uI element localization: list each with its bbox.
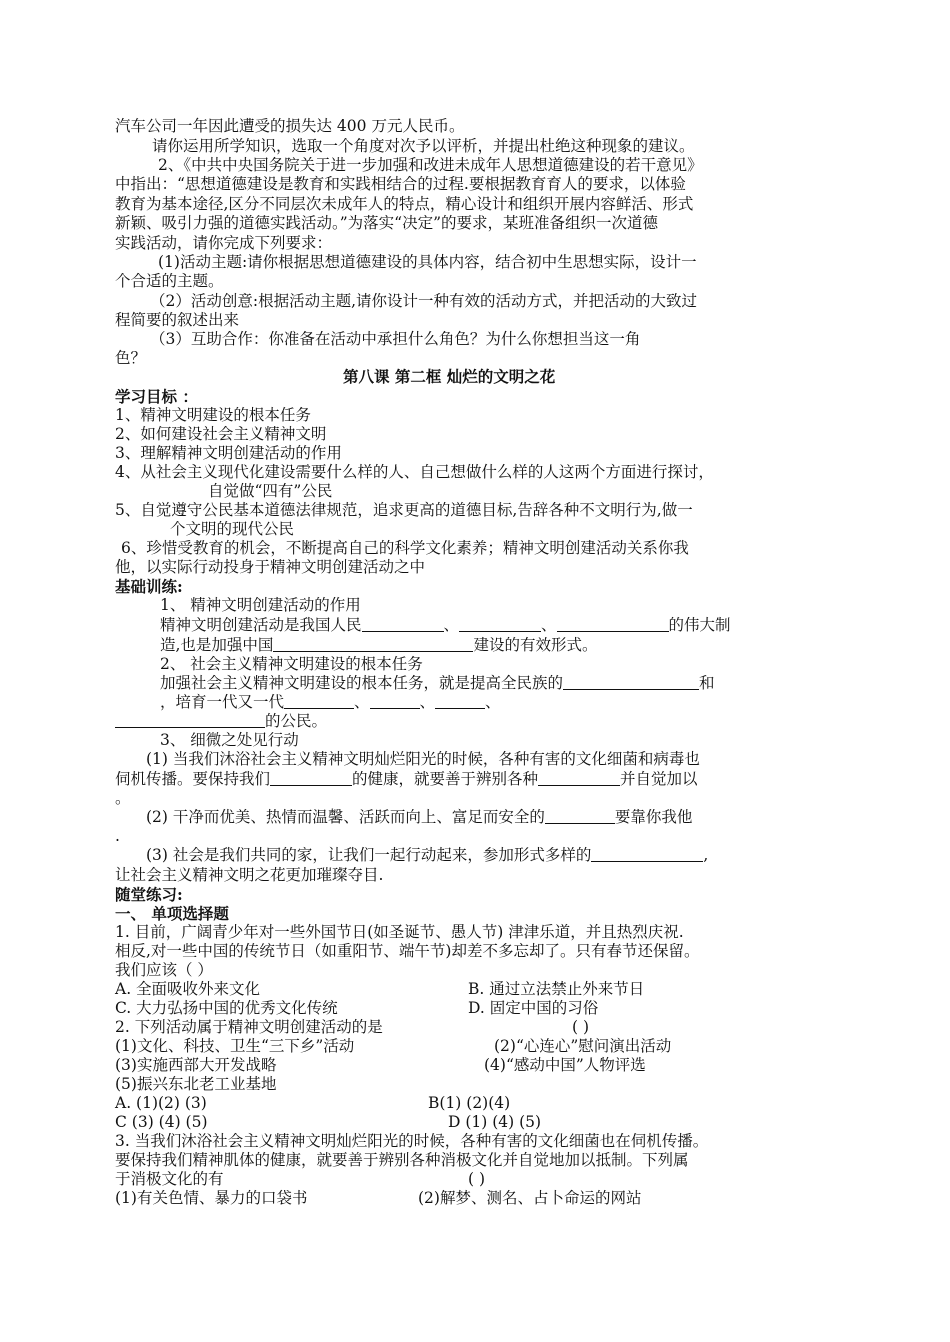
fill-blank[interactable] — [545, 808, 615, 824]
question-2: 2. 下列活动属于精神文明创建活动的是 — [115, 1018, 383, 1036]
item-3-1: (1)有关色情、暴力的口袋书 — [115, 1189, 308, 1207]
fill-blank[interactable] — [270, 770, 352, 786]
goal-4: 4、从社会主义现代化建设需要什么样的人、自己想做什么样的人这两个方面进行探讨， — [115, 463, 714, 481]
text-fragment: ，培育一代又一代 — [160, 693, 285, 711]
option-2c[interactable]: C (3) (4) (5) — [115, 1113, 208, 1131]
goal-5-cont: 个文明的现代公民 — [170, 520, 295, 538]
option-1b[interactable]: B. 通过立法禁止外来节日 — [468, 980, 645, 998]
intro-line-3: 2、《中共中央国务院关于进一步加强和改进未成年人思想道德建设的若干意见》 — [158, 156, 703, 174]
goal-4-cont: 自觉做“四有”公民 — [208, 482, 333, 500]
intro-line-7: 实践活动，请你完成下列要求： — [115, 234, 333, 252]
fill-blank[interactable] — [557, 616, 669, 632]
basic-1-line-1 — [160, 616, 731, 635]
basic-sub-3: 3、 细微之处见行动 — [160, 731, 299, 749]
intro-line-4: 中指出：“思想道德建设是教育和实践相结合的过程.要根据教育育人的要求，以体验 — [115, 175, 686, 193]
fill-blank[interactable] — [563, 674, 699, 690]
question-3-line-2: 要保持我们精神肌体的健康，就要善于辨别各种消极文化并自觉地加以抵制。下列属 — [115, 1151, 689, 1169]
basic-3-3-line-1 — [146, 846, 708, 865]
text-fragment: 、 — [419, 693, 436, 711]
basic-3-1-line-1: (1) 当我们沐浴社会主义精神文明灿烂阳光的时候，各种有害的文化细菌和病毒也 — [146, 750, 700, 768]
question-1-line-1: 1. 目前，广阔青少年对一些外国节日(如圣诞节、愚人节) 津津乐道，并且热烈庆祝. — [115, 923, 684, 941]
text-fragment: 、 — [485, 693, 501, 711]
item-2-2: (2)“心连心”慰问演出活动 — [494, 1037, 672, 1055]
basic-3-3-line-2: 让社会主义精神文明之花更加璀璨夺目. — [115, 866, 384, 884]
intro-line-6: 新颖、吸引力强的道德实践活动。”为落实“决定”的要求，某班准备组织一次道德 — [115, 214, 659, 232]
intro-line-13: 色？ — [115, 349, 147, 367]
answer-paren-3[interactable]: ( ) — [468, 1170, 486, 1188]
option-2d[interactable]: D (1) (4) (5) — [448, 1113, 542, 1131]
item-2-4: (4)“感动中国”人物评选 — [484, 1056, 646, 1074]
fill-blank[interactable] — [115, 712, 265, 728]
intro-line-8: (1)活动主题:请你根据思想道德建设的具体内容，结合初中生思想实际，设计一 — [158, 253, 697, 271]
text-fragment: 的健康，就要善于辨别各种 — [352, 770, 539, 788]
goal-5: 5、自觉遵守公民基本道德法律规范，追求更高的道德目标,告辞各种不文明行为,做一 — [115, 501, 693, 519]
fill-blank[interactable] — [435, 693, 485, 709]
text-fragment: 并自觉加以 — [620, 770, 698, 788]
basic-sub-2: 2、 社会主义精神文明建设的根本任务 — [160, 655, 423, 673]
basic-2-line-1 — [160, 674, 715, 693]
text-fragment: 建设的有效形式。 — [473, 636, 598, 654]
option-2a[interactable]: A. (1)(2) (3) — [115, 1094, 207, 1112]
text-fragment: 的公民。 — [265, 712, 328, 730]
option-2b[interactable]: B(1) (2)(4) — [428, 1094, 511, 1112]
intro-line-9: 个合适的主题。 — [115, 272, 224, 290]
basic-3-2-line-1 — [146, 808, 692, 827]
basic-sub-1: 1、 精神文明创建活动的作用 — [160, 596, 361, 614]
basic-heading: 基础训练: — [115, 577, 183, 596]
intro-line-2: 请你运用所学知识，选取一个角度对次予以评析，并提出杜绝这种现象的建议。 — [152, 137, 695, 155]
question-1-line-3: 我们应该（ ） — [115, 961, 213, 979]
intro-line-10: （2）活动创意:根据活动主题,请你设计一种有效的活动方式，并把活动的大致过 — [150, 292, 698, 310]
text-fragment: (3) 社会是我们共同的家，让我们一起行动起来，参加形式多样的 — [146, 846, 592, 864]
question-3-line-3: 于消极文化的有 — [115, 1170, 224, 1188]
text-fragment: 、 — [541, 616, 557, 634]
item-2-3: (3)实施西部大开发战略 — [115, 1056, 277, 1074]
basic-3-1-line-3: 。 — [115, 789, 131, 807]
basic-2-line-2 — [160, 693, 501, 712]
question-3-line-1: 3. 当我们沐浴社会主义精神文明灿烂阳光的时候，各种有害的文化细菌也在伺机传播。 — [115, 1132, 709, 1150]
practice-heading: 随堂练习: — [115, 885, 183, 904]
basic-3-2-line-2: . — [115, 827, 120, 845]
text-fragment: (2) 干净而优美、热情而温馨、活跃而向上、富足而安全的 — [146, 808, 545, 826]
intro-line-5: 教育为基本途径,区分不同层次未成年人的特点，精心设计和组织开展内容鲜活、形式 — [115, 195, 694, 213]
intro-line-12: （3）互助合作：你准备在活动中承担什么角色？为什么你想担当这一角 — [150, 330, 641, 348]
answer-paren-2[interactable]: ( ) — [572, 1018, 590, 1036]
text-fragment: 的伟大制 — [668, 616, 731, 634]
item-2-5: (5)振兴东北老工业基地 — [115, 1075, 277, 1093]
intro-line-1: 汽车公司一年因此遭受的损失达 400 万元人民币。 — [115, 117, 465, 135]
option-1c[interactable]: C. 大力弘扬中国的优秀文化传统 — [115, 999, 338, 1017]
basic-2-line-3 — [115, 712, 327, 731]
fill-blank[interactable] — [284, 693, 354, 709]
fill-blank[interactable] — [273, 636, 473, 652]
option-1d[interactable]: D. 固定中国的习俗 — [468, 999, 599, 1017]
text-fragment: 造,也是加强中国 — [160, 636, 274, 654]
goal-2: 2、如何建设社会主义精神文明 — [115, 425, 327, 443]
option-1a[interactable]: A. 全面吸收外来文化 — [115, 980, 261, 998]
text-fragment: 加强社会主义精神文明建设的根本任务，就是提高全民族的 — [160, 674, 564, 692]
item-3-2: (2)解梦、测名、占卜命运的网站 — [418, 1189, 642, 1207]
goal-1: 1、精神文明建设的根本任务 — [115, 406, 311, 424]
fill-blank[interactable] — [538, 770, 620, 786]
intro-line-11: 程简要的叙述出来 — [115, 311, 240, 329]
text-fragment: 、 — [354, 693, 370, 711]
basic-1-line-2 — [160, 636, 597, 655]
question-1-line-2: 相反,对一些中国的传统节日（如重阳节、端午节)却差不多忘却了。只有春节还保留。 — [115, 942, 700, 960]
text-fragment: , — [703, 846, 709, 864]
goal-6: 6、珍惜受教育的机会，不断提高自己的科学文化素养；精神文明创建活动关系你我 — [121, 539, 689, 557]
text-fragment: 和 — [699, 674, 715, 692]
fill-blank[interactable] — [591, 846, 703, 862]
section-heading: 一、 单项选择题 — [115, 904, 229, 923]
lesson-title: 第八课 第二框 灿烂的文明之花 — [343, 368, 556, 386]
goal-6-cont: 他，以实际行动投身于精神文明创建活动之中 — [115, 558, 426, 576]
fill-blank[interactable] — [362, 616, 444, 632]
basic-3-1-line-2 — [115, 770, 698, 789]
text-fragment: 精神文明创建活动是我国人民 — [160, 616, 362, 634]
item-2-1: (1)文化、科技、卫生“三下乡”活动 — [115, 1037, 355, 1055]
fill-blank[interactable] — [459, 616, 541, 632]
text-fragment: 伺机传播。要保持我们 — [115, 770, 271, 788]
text-fragment: 要靠你我他 — [614, 808, 693, 826]
text-fragment: 、 — [443, 616, 460, 634]
goals-heading: 学习目标 ： — [115, 387, 198, 406]
fill-blank[interactable] — [370, 693, 420, 709]
goal-3: 3、理解精神文明创建活动的作用 — [115, 444, 342, 462]
